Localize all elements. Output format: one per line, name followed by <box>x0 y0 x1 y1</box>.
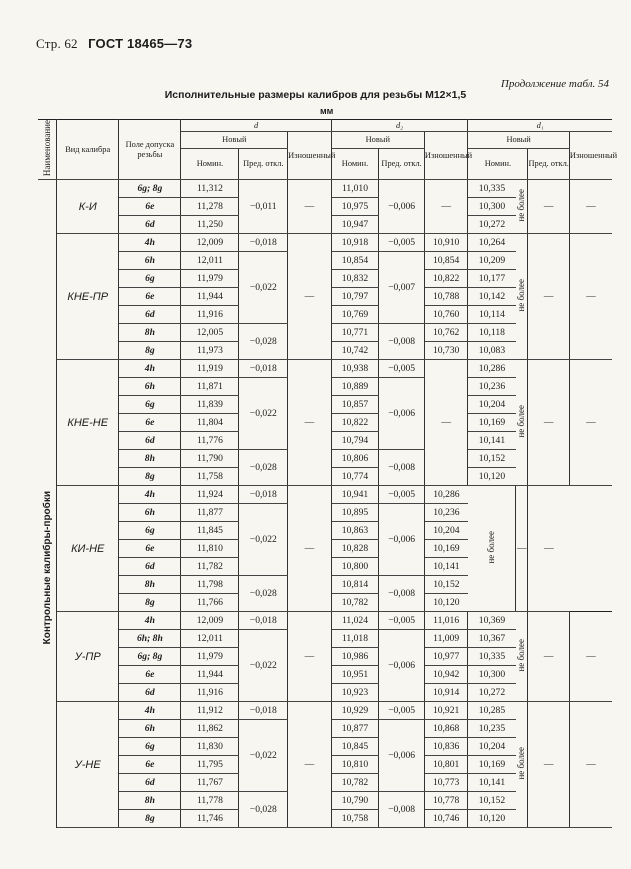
d2-deviation: −0,005 <box>379 612 425 630</box>
d-deviation: −0,028 <box>239 324 288 360</box>
d2-nominal: 10,758 <box>331 810 379 828</box>
d1-nominal: 10,286 <box>424 486 468 504</box>
d-nominal: 11,746 <box>181 810 239 828</box>
continuation-label: Продолжение табл. 54 <box>500 78 609 90</box>
tolerance-field: 4h <box>119 360 181 378</box>
d-worn: — <box>288 180 332 234</box>
tolerance-field: 6e <box>119 540 181 558</box>
d-nominal: 11,778 <box>181 792 239 810</box>
tolerance-field: 6h <box>119 504 181 522</box>
d1-nominal: 10,083 <box>468 342 516 360</box>
d-nom-header: Номин. <box>181 149 239 180</box>
d-deviation: −0,022 <box>239 504 288 576</box>
col-d2-label: d₂ <box>395 120 404 130</box>
tolerance-field: 6d <box>119 306 181 324</box>
d1-nominal: 10,335 <box>468 180 516 198</box>
tolerance-field: 8g <box>119 594 181 612</box>
d1-nominal: 10,264 <box>468 234 516 252</box>
table-title: Исполнительные размеры калибров для резьбы М12×1,5 <box>164 89 467 101</box>
d2-worn: 10,854 <box>424 252 468 270</box>
d-nominal: 11,919 <box>181 360 239 378</box>
d2-nominal: 10,790 <box>331 792 379 810</box>
gauge-name: К-И <box>57 180 119 234</box>
d2-deviation: −0,005 <box>379 360 425 378</box>
d2-nominal: 10,854 <box>331 252 379 270</box>
d1-nominal: 10,120 <box>468 810 516 828</box>
d2-deviation: −0,008 <box>379 324 425 360</box>
d1-nominal: 10,367 <box>468 630 516 648</box>
d1-max-note-cell <box>516 702 528 828</box>
tolerance-field: 6e <box>119 288 181 306</box>
d-worn: — <box>288 234 332 360</box>
d-nominal: 11,798 <box>181 576 239 594</box>
d1-nominal: 10,152 <box>468 450 516 468</box>
d-deviation: −0,022 <box>239 630 288 702</box>
tolerance-field: 6e <box>119 756 181 774</box>
d1-deviation: — <box>528 612 569 702</box>
d2-worn-header: Изношенный <box>424 132 468 180</box>
d-nominal: 11,912 <box>181 702 239 720</box>
d-nominal: 11,804 <box>181 414 239 432</box>
d2-worn: 10,762 <box>424 324 468 342</box>
d2-worn: 10,801 <box>424 756 468 774</box>
d2-nominal: 10,951 <box>331 666 379 684</box>
d-nominal: 11,782 <box>181 558 239 576</box>
d-nominal: 11,312 <box>181 180 239 198</box>
col-d2-header <box>331 120 468 132</box>
d-nominal: 11,944 <box>181 666 239 684</box>
tolerance-field: 6g <box>119 522 181 540</box>
units-label: мм <box>320 106 334 116</box>
d1-max-note: не более <box>516 404 527 438</box>
table-row <box>38 612 612 630</box>
d2-worn: 10,730 <box>424 342 468 360</box>
d1-max-note: не более <box>516 278 527 312</box>
d2-nominal: 10,797 <box>331 288 379 306</box>
d2-deviation: −0,006 <box>379 504 425 576</box>
d2-worn: 11,009 <box>424 630 468 648</box>
d2-nominal: 10,782 <box>331 774 379 792</box>
d-nominal: 11,979 <box>181 648 239 666</box>
d2-nominal: 10,975 <box>331 198 379 216</box>
d-deviation: −0,028 <box>239 576 288 612</box>
d1-max-note: не более <box>516 638 527 672</box>
d1-deviation: — <box>528 234 569 360</box>
side-label-cell <box>38 180 57 828</box>
col-field-header: Поле допуска резьбы <box>119 120 181 180</box>
d1-deviation: — <box>528 702 569 828</box>
d1-worn-header: Изношенный <box>569 132 612 180</box>
d-nominal: 11,278 <box>181 198 239 216</box>
d-nominal: 11,810 <box>181 540 239 558</box>
d1-worn: — <box>569 234 612 360</box>
d1-max-note: не более <box>486 530 497 564</box>
d-dev-header: Пред. откл. <box>239 149 288 180</box>
tolerance-field: 6g <box>119 396 181 414</box>
d-worn: — <box>288 702 332 828</box>
d-nominal: 11,944 <box>181 288 239 306</box>
d2-worn: 10,746 <box>424 810 468 828</box>
tolerance-field: 4h <box>119 486 181 504</box>
d2-nominal: 10,771 <box>331 324 379 342</box>
d2-worn: 10,942 <box>424 666 468 684</box>
d2-worn: 10,910 <box>424 234 468 252</box>
d1-nominal: 10,169 <box>424 540 468 558</box>
d1-nominal: 10,204 <box>468 738 516 756</box>
d1-deviation: — <box>528 360 569 486</box>
tolerance-field: 6e <box>119 414 181 432</box>
d2-worn: 10,977 <box>424 648 468 666</box>
d1-nominal: 10,369 <box>468 612 516 630</box>
table-row <box>38 702 612 720</box>
d2-nominal: 11,010 <box>331 180 379 198</box>
d2-deviation: −0,006 <box>379 720 425 792</box>
table-row <box>38 360 612 378</box>
d1-nominal: 10,300 <box>468 198 516 216</box>
d2-deviation: −0,006 <box>379 378 425 450</box>
d1-max-note: не более <box>516 746 527 780</box>
d2-nominal: 10,938 <box>331 360 379 378</box>
d2-deviation: −0,005 <box>379 486 425 504</box>
d1-nominal: 10,152 <box>468 792 516 810</box>
d2-worn: 10,760 <box>424 306 468 324</box>
d2-nominal: 10,806 <box>331 450 379 468</box>
d-worn-header: Изношенный <box>288 132 332 180</box>
d-worn: — <box>288 486 332 612</box>
col-kind-header: Вид калибра <box>57 120 119 180</box>
tolerance-field: 6h <box>119 252 181 270</box>
d2-worn: — <box>424 180 468 234</box>
d2-nominal: 10,828 <box>331 540 379 558</box>
d2-nominal: 10,895 <box>331 504 379 522</box>
tolerance-field: 8g <box>119 342 181 360</box>
gauge-name: КИ-НЕ <box>57 486 119 612</box>
d2-nominal: 10,832 <box>331 270 379 288</box>
d1-nominal: 10,285 <box>468 702 516 720</box>
tolerance-field: 6d <box>119 774 181 792</box>
d-nominal: 11,767 <box>181 774 239 792</box>
d-nominal: 12,005 <box>181 324 239 342</box>
d2-deviation: −0,008 <box>379 792 425 828</box>
d1-nominal: 10,235 <box>468 720 516 738</box>
d2-nominal: 10,845 <box>331 738 379 756</box>
d-deviation: −0,022 <box>239 378 288 450</box>
d1-max-note: не более <box>516 188 527 222</box>
tolerance-field: 8h <box>119 450 181 468</box>
d2-dev-header: Пред. откл. <box>379 149 425 180</box>
d1-max-note-cell <box>516 234 528 360</box>
d2-nominal: 11,024 <box>331 612 379 630</box>
d1-nominal: 10,209 <box>468 252 516 270</box>
tolerance-field: 6d <box>119 432 181 450</box>
tolerance-field: 6d <box>119 558 181 576</box>
d-worn: — <box>288 360 332 486</box>
d-nominal: 11,839 <box>181 396 239 414</box>
col-name-header <box>38 120 57 180</box>
d2-deviation: −0,008 <box>379 450 425 486</box>
standard-number: ГОСТ 18465—73 <box>88 36 193 51</box>
table-row <box>38 486 612 504</box>
d2-worn: 10,914 <box>424 684 468 702</box>
gauge-name: У-ПР <box>57 612 119 702</box>
d1-dev-header: Пред. откл. <box>528 149 569 180</box>
d1-nominal: 10,118 <box>468 324 516 342</box>
d1-nominal: 10,236 <box>424 504 468 522</box>
d2-worn: 10,778 <box>424 792 468 810</box>
page-header <box>36 36 192 52</box>
d2-nominal: 10,857 <box>331 396 379 414</box>
d1-nominal: 10,142 <box>468 288 516 306</box>
tolerance-field: 6g <box>119 270 181 288</box>
tolerance-field: 8h <box>119 792 181 810</box>
d-nominal: 12,009 <box>181 234 239 252</box>
d-deviation: −0,018 <box>239 234 288 252</box>
d2-worn: 10,773 <box>424 774 468 792</box>
d1-nominal: 10,120 <box>424 594 468 612</box>
col-d1-header <box>468 120 612 132</box>
d2-nominal: 10,814 <box>331 576 379 594</box>
d1-nominal: 10,141 <box>468 774 516 792</box>
d2-deviation: −0,005 <box>379 702 425 720</box>
d2-worn: 10,921 <box>424 702 468 720</box>
d1-nom-header: Номин. <box>468 149 528 180</box>
d1-worn: — <box>569 360 612 486</box>
d-nominal: 11,250 <box>181 216 239 234</box>
d1-worn: — <box>528 486 569 612</box>
d-nominal: 11,790 <box>181 450 239 468</box>
d2-nominal: 11,018 <box>331 630 379 648</box>
d1-nominal: 10,204 <box>424 522 468 540</box>
tolerance-field: 6h <box>119 720 181 738</box>
d2-nominal: 10,800 <box>331 558 379 576</box>
d1-nominal: 10,120 <box>468 468 516 486</box>
tolerance-field: 6g <box>119 738 181 756</box>
d2-new-header: Новый <box>331 132 424 149</box>
tolerance-field: 6g; 8g <box>119 180 181 198</box>
tolerance-field: 8g <box>119 468 181 486</box>
tolerance-field: 6d <box>119 216 181 234</box>
d1-deviation: — <box>528 180 569 234</box>
d2-nominal: 10,923 <box>331 684 379 702</box>
d2-nominal: 10,774 <box>331 468 379 486</box>
d2-nominal: 10,929 <box>331 702 379 720</box>
d-nominal: 11,871 <box>181 378 239 396</box>
d-deviation: −0,022 <box>239 252 288 324</box>
d2-nominal: 10,822 <box>331 414 379 432</box>
d1-worn: — <box>569 702 612 828</box>
tolerance-field: 6h; 8h <box>119 630 181 648</box>
d2-nominal: 10,742 <box>331 342 379 360</box>
d2-deviation: −0,005 <box>379 234 425 252</box>
tolerance-field: 6g; 8g <box>119 648 181 666</box>
d2-worn: 10,822 <box>424 270 468 288</box>
d-nominal: 11,973 <box>181 342 239 360</box>
d1-worn: — <box>569 612 612 702</box>
d1-nominal: 10,272 <box>468 216 516 234</box>
d2-nominal: 10,947 <box>331 216 379 234</box>
d2-worn: — <box>424 360 468 486</box>
d1-max-note-cell <box>516 612 528 702</box>
d-nominal: 12,011 <box>181 630 239 648</box>
gauge-name: КНЕ-ПР <box>57 234 119 360</box>
d-nominal: 11,916 <box>181 306 239 324</box>
d2-worn: 10,788 <box>424 288 468 306</box>
d2-nominal: 10,810 <box>331 756 379 774</box>
d2-nominal: 10,889 <box>331 378 379 396</box>
d1-nominal: 10,114 <box>468 306 516 324</box>
table-body <box>38 180 612 828</box>
d2-worn: 11,016 <box>424 612 468 630</box>
tolerance-field: 4h <box>119 612 181 630</box>
d-deviation: −0,022 <box>239 720 288 792</box>
d-deviation: −0,028 <box>239 450 288 486</box>
d-nominal: 11,862 <box>181 720 239 738</box>
d2-nominal: 10,986 <box>331 648 379 666</box>
tolerance-field: 6e <box>119 666 181 684</box>
tolerance-field: 8h <box>119 576 181 594</box>
d1-worn: — <box>569 180 612 234</box>
d2-nominal: 10,863 <box>331 522 379 540</box>
d1-nominal: 10,204 <box>468 396 516 414</box>
d2-nominal: 10,794 <box>331 432 379 450</box>
d-nominal: 11,877 <box>181 504 239 522</box>
d1-nominal: 10,272 <box>468 684 516 702</box>
d1-nominal: 10,169 <box>468 414 516 432</box>
d2-nom-header: Номин. <box>331 149 379 180</box>
tolerance-field: 6d <box>119 684 181 702</box>
d-nominal: 11,979 <box>181 270 239 288</box>
d-nominal: 12,011 <box>181 252 239 270</box>
d1-max-note-cell <box>516 180 528 234</box>
d1-nominal: 10,169 <box>468 756 516 774</box>
d-nominal: 11,758 <box>181 468 239 486</box>
d-nominal: 11,916 <box>181 684 239 702</box>
gauge-name: КНЕ-НЕ <box>57 360 119 486</box>
tolerance-field: 8h <box>119 324 181 342</box>
d2-worn: 10,868 <box>424 720 468 738</box>
d-nominal: 11,766 <box>181 594 239 612</box>
d-deviation: −0,028 <box>239 792 288 828</box>
col-d1-label: d₁ <box>536 120 544 130</box>
d2-nominal: 10,918 <box>331 234 379 252</box>
d-deviation: −0,018 <box>239 360 288 378</box>
table-row <box>38 180 612 198</box>
d1-max-note-cell <box>468 486 516 612</box>
col-d-header <box>181 120 331 132</box>
d-deviation: −0,018 <box>239 486 288 504</box>
d2-worn: 10,836 <box>424 738 468 756</box>
tolerance-field: 4h <box>119 702 181 720</box>
tolerance-field: 6h <box>119 378 181 396</box>
d1-nominal: 10,236 <box>468 378 516 396</box>
d-deviation: −0,011 <box>239 180 288 234</box>
page-number: Стр. 62 <box>36 36 78 51</box>
d-nominal: 11,795 <box>181 756 239 774</box>
d2-deviation: −0,006 <box>379 180 425 234</box>
d1-nominal: 10,141 <box>424 558 468 576</box>
col-d-label: d <box>253 120 259 130</box>
d-nominal: 11,830 <box>181 738 239 756</box>
d1-nominal: 10,335 <box>468 648 516 666</box>
d2-nominal: 10,782 <box>331 594 379 612</box>
d2-deviation: −0,008 <box>379 576 425 612</box>
d2-deviation: −0,006 <box>379 630 425 702</box>
d2-nominal: 10,769 <box>331 306 379 324</box>
d1-nominal: 10,141 <box>468 432 516 450</box>
d-new-header: Новый <box>181 132 288 149</box>
gauge-name: У-НЕ <box>57 702 119 828</box>
d1-max-note-cell <box>516 360 528 486</box>
d-deviation: −0,018 <box>239 612 288 630</box>
d1-nominal: 10,300 <box>468 666 516 684</box>
d-worn: — <box>288 612 332 702</box>
d1-nominal: 10,177 <box>468 270 516 288</box>
d1-nominal: 10,286 <box>468 360 516 378</box>
d2-deviation: −0,007 <box>379 252 425 324</box>
table-row <box>38 234 612 252</box>
d-nominal: 11,924 <box>181 486 239 504</box>
tolerance-field: 4h <box>119 234 181 252</box>
d1-new-header: Новый <box>468 132 570 149</box>
tolerance-field: 8g <box>119 810 181 828</box>
d2-nominal: 10,877 <box>331 720 379 738</box>
d-nominal: 11,845 <box>181 522 239 540</box>
col-name-label: Наименование <box>42 120 53 177</box>
tolerance-field: 6e <box>119 198 181 216</box>
d2-nominal: 10,941 <box>331 486 379 504</box>
side-label: Контрольные калибры-пробки <box>41 491 53 645</box>
d1-deviation: — <box>516 486 528 612</box>
gauge-dimensions-table <box>38 119 618 828</box>
d1-nominal: 10,152 <box>424 576 468 594</box>
d-nominal: 12,009 <box>181 612 239 630</box>
d-nominal: 11,776 <box>181 432 239 450</box>
d-deviation: −0,018 <box>239 702 288 720</box>
